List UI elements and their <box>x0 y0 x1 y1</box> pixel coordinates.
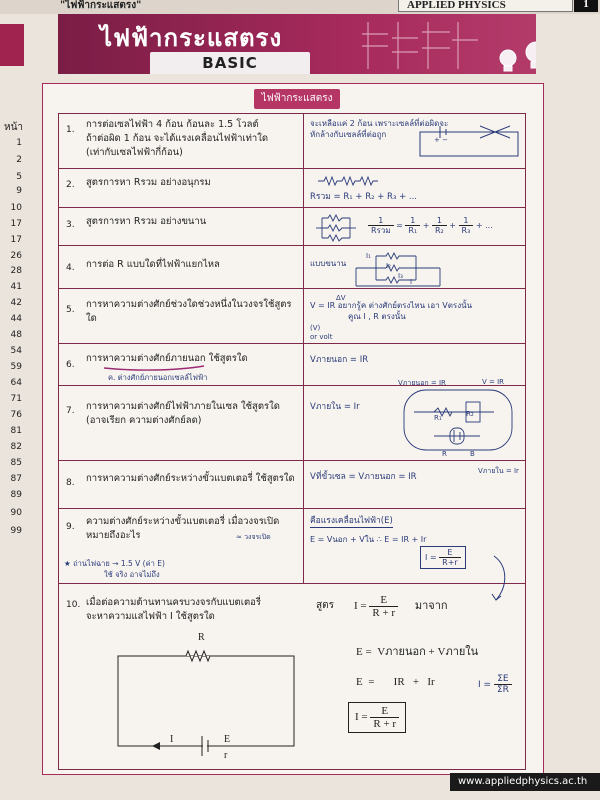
toc-number: 54 <box>10 346 22 356</box>
question-number: 2. <box>66 180 75 190</box>
unit-note: (V) <box>310 324 321 332</box>
toc-number: 9 <box>16 186 22 196</box>
row-divider <box>58 460 526 461</box>
answer-text: V = IR อยากรู้ค ต่างศักย์ตรงไหน เอา Vตรงนั้น คูณ I , R ตรงนั้น <box>310 301 473 321</box>
question-text: การต่อ R แบบใดที่ไฟฟ้าแยกไหล <box>86 259 220 270</box>
answer-equation: E = Vนอก + Vใน ∴ E = IR + Ir <box>310 535 427 544</box>
toc-number: 82 <box>10 442 22 452</box>
question-text: การต่อเซลไฟฟ้า 4 ก้อน ก้อนละ 1.5 โวลต์ ถ้าต่อผิด 1 ก้อน จะได้แรงเคลื่อนไฟฟ้าเท่าใด (เท่ากับเซลไฟฟ้ากี่ก้อน) <box>86 119 269 158</box>
toc-number: 87 <box>10 474 22 484</box>
formula-main: I = $\frac{E}{R + r}$ มาจาก <box>354 594 448 619</box>
diagram-label: R₂ <box>466 410 474 418</box>
polarity-label: + − <box>434 136 448 144</box>
formula-line: E = IR + Ir <box>356 676 435 688</box>
level-label: BASIC <box>202 54 258 72</box>
chapter-banner <box>58 14 536 74</box>
toc-number: 64 <box>10 378 22 388</box>
running-title: "ไฟฟ้ากระแสตรง" <box>60 0 142 11</box>
toc-number: 76 <box>10 410 22 420</box>
row-divider <box>58 583 526 584</box>
emf-label: E <box>224 734 231 745</box>
boxed-answer: I = $\frac{E}{R+r}$ <box>420 546 466 569</box>
unit-note: or volt <box>310 333 333 341</box>
handwritten-note: ≈ วงจรเปิด <box>236 533 271 541</box>
toc-number: 81 <box>10 426 22 436</box>
circuit-diagram <box>100 632 300 762</box>
toc-number: 26 <box>10 251 22 261</box>
table-heading: ไฟฟ้ากระแสตรง <box>254 89 340 109</box>
answer-text: Vที่ขั้วเซล = Vภายนอก = IR <box>310 472 417 482</box>
question-text: การหาความต่างศักย์ไฟฟ้าภายในเซล ใช้สูตรใด (อาจเรียก ความต่างศักย์ลด) <box>86 401 280 426</box>
internal-resistance-label: r <box>224 750 228 761</box>
formula-label: สูตร <box>316 600 334 611</box>
diagram-label: R <box>442 450 447 458</box>
diagram-label: R₁ <box>434 414 442 422</box>
question-text: สูตรการหา Rรวม อย่างอนุกรม <box>86 177 211 188</box>
toc-number: 59 <box>10 362 22 372</box>
current-label: I₁ <box>366 252 371 260</box>
handwritten-formula: I = $\frac{\Sigma E}{\Sigma R}$ <box>478 674 512 695</box>
row-divider <box>58 508 526 509</box>
diagram-label: Vภายใน = Ir <box>478 467 519 475</box>
series-resistor-sketch <box>318 176 378 186</box>
banner-title: ไฟฟ้ากระแสตรง <box>100 24 283 52</box>
formula-line: E = Vภายนอก + Vภายใน <box>356 646 479 658</box>
toc-number: 1 <box>16 138 22 148</box>
question-text: เมื่อต่อความต้านทานครบวงจรกับแบตเตอรี่ จะหาความแสไฟฟ้า I ใช้สูตรใด <box>86 597 261 622</box>
answer-text: แบบขนาน <box>310 259 347 268</box>
page-number: 1 <box>574 0 598 12</box>
question-text: การหาความต่างศักย์ภายนอก ใช้สูตรใด <box>86 353 248 364</box>
current-label: I <box>410 278 413 286</box>
toc-number: 28 <box>10 266 22 276</box>
answer-text: คือแรงเคลื่อนไฟฟ้า(E) <box>310 516 393 526</box>
answer-text: Rรวม = R₁ + R₂ + R₃ + ... <box>310 192 417 202</box>
diagram-label: B <box>470 450 475 458</box>
current-label: I₃ <box>398 272 403 280</box>
parallel-resistor-sketch <box>316 214 356 242</box>
row-divider <box>58 245 526 246</box>
row-divider <box>58 343 526 344</box>
delta-v-note: ΔV <box>336 294 346 302</box>
question-text: การหาความต่างศักย์ระหว่างขั้วแบตเตอรี่ ใช้สูตรใด <box>86 473 295 484</box>
diagram-label: V = IR <box>482 378 505 386</box>
answer-text: Vภายนอก = IR <box>310 355 369 365</box>
footer-url: www.appliedphysics.ac.th <box>450 773 600 791</box>
toc-number: 48 <box>10 330 22 340</box>
answer-text: $\frac{1}{\text{Rรวม}}$ = $\frac{1}{\text{R₁}}$ + $\frac{1}{\text{R₂}}$ + $\frac{1}{\text{R₃}}$ + ... <box>368 216 493 235</box>
internal-resistance-diagram <box>404 380 514 460</box>
toc-label: หน้า <box>4 122 24 133</box>
question-number: 10. <box>66 600 81 610</box>
arrow-mark <box>490 556 510 602</box>
question-number: 8. <box>66 478 75 488</box>
subject-label: APPLIED PHYSICS <box>398 0 573 12</box>
toc-number: 41 <box>10 282 22 292</box>
row-divider <box>58 168 526 169</box>
row-divider <box>58 288 526 289</box>
toc-number: 10 <box>10 203 22 213</box>
toc-number: 42 <box>10 298 22 308</box>
boxed-formula: I = $\frac{E}{R + r}$ <box>348 702 406 733</box>
question-number: 4. <box>66 263 75 273</box>
side-tab <box>0 24 24 66</box>
answer-text: จะเหลือแค่ 2 ก้อน เพราะเซลล์ที่ต่อผิดจะ หักล้างกับเซลล์ที่ต่อถูก <box>310 119 449 139</box>
question-number: 6. <box>66 360 75 370</box>
toc-number: 71 <box>10 394 22 404</box>
question-number: 9. <box>66 522 75 532</box>
toc-number: 85 <box>10 458 22 468</box>
lightbulb-illustration <box>358 14 536 74</box>
question-number: 1. <box>66 125 75 135</box>
handwritten-note: ค. ต่างศักย์ภายนอกเซลล์ไฟฟ้า <box>108 373 208 382</box>
answer-text: Vภายใน = Ir <box>310 402 360 412</box>
question-number: 3. <box>66 220 75 230</box>
question-text: สูตรการหา Rรวม อย่างขนาน <box>86 216 207 227</box>
question-number: 7. <box>66 406 75 416</box>
diagram-label: Vภายนอก = IR <box>398 379 446 387</box>
question-number: 5. <box>66 305 75 315</box>
underline-mark <box>104 364 204 372</box>
toc-number: 99 <box>10 526 22 536</box>
current-label: I₂ <box>386 262 391 270</box>
handwritten-note: ★ ถ่านไฟฉาย → 1.5 V (ค่า E) ใช้ จริง อาจไม่ถึง <box>64 559 165 579</box>
toc-number: 89 <box>10 490 22 500</box>
question-text: ความต่างศักย์ระหว่างขั้วแบตเตอรี่ เมื่อวงจรเปิด หมายถึงอะไร <box>86 516 280 541</box>
resistor-label: R <box>198 632 205 643</box>
toc-number: 5 <box>16 172 22 182</box>
toc-number: 17 <box>10 219 22 229</box>
question-text: การหาความต่างศักย์ช่วงใดช่วงหนึ่งในวงจรใช้สูตรใด <box>86 299 292 324</box>
row-divider <box>58 207 526 208</box>
current-label: I <box>170 734 174 745</box>
column-divider <box>303 113 304 583</box>
toc-number: 2 <box>16 155 22 165</box>
level-box <box>150 52 310 74</box>
toc-number: 44 <box>10 314 22 324</box>
toc-number: 17 <box>10 235 22 245</box>
toc-number: 90 <box>10 508 22 518</box>
